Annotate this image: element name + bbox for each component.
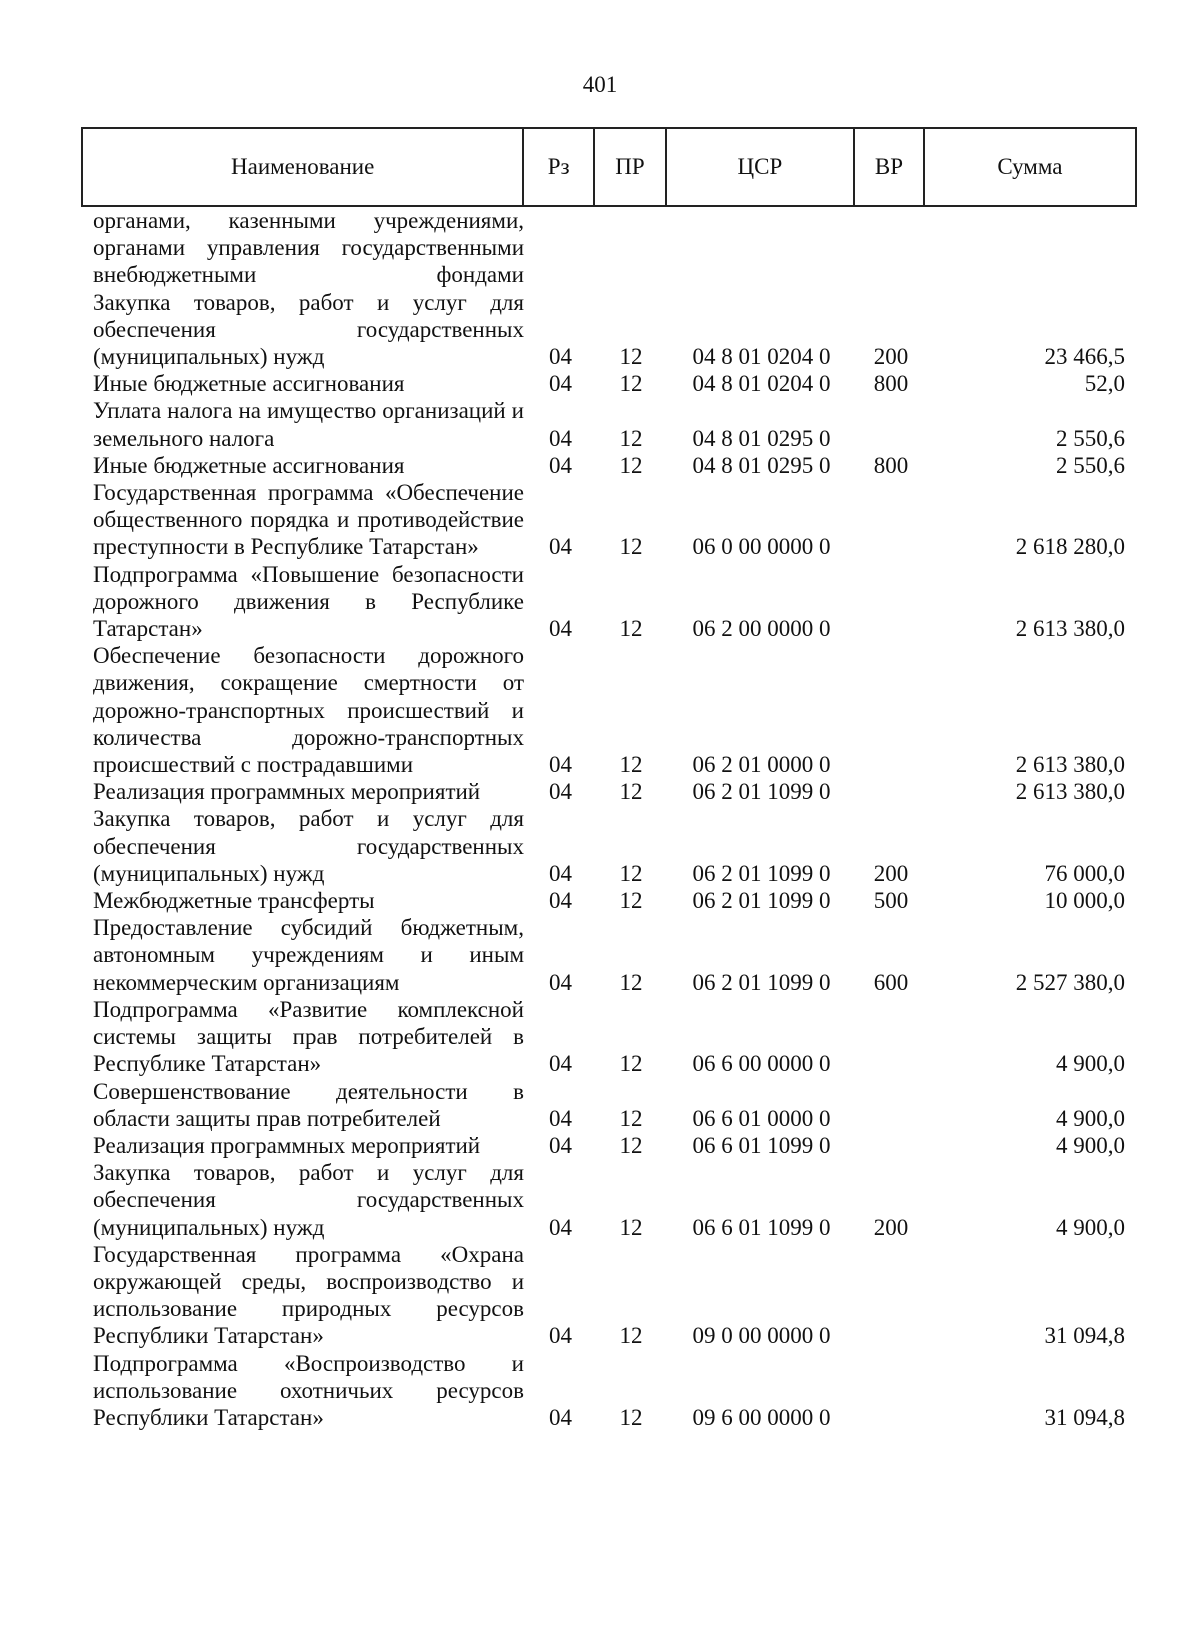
- row-name: Предоставление субсидий бюджетным, автономным учреждениям и иным некоммерческим организациям: [93, 915, 524, 995]
- row-csr: 04 8 01 0295 0: [692, 425, 831, 451]
- header-rz: Рз: [524, 129, 595, 205]
- table-row: [81, 370, 1137, 397]
- row-vr: 800: [873, 371, 909, 397]
- header-vr: ВР: [855, 129, 925, 205]
- row-rz: 04: [549, 1105, 572, 1131]
- row-pr: 12: [619, 752, 643, 778]
- row-pr: 12: [619, 1214, 643, 1240]
- row-rz: 04: [549, 1323, 572, 1349]
- row-rz: 04: [549, 616, 572, 642]
- row-sum: 4 900,0: [1056, 1051, 1125, 1077]
- row-pr: 12: [619, 344, 643, 370]
- row-sum: 4 900,0: [1056, 1105, 1125, 1131]
- row-pr: 12: [619, 1051, 643, 1077]
- row-csr: 04 8 01 0204 0: [692, 344, 831, 370]
- table-row: [81, 207, 1137, 289]
- table-row: [81, 479, 1137, 561]
- row-pr: 12: [619, 779, 643, 805]
- row-sum: 4 900,0: [1056, 1132, 1125, 1158]
- table-row: [81, 805, 1137, 887]
- row-sum: 2 550,6: [1056, 452, 1125, 478]
- row-csr: 06 2 01 1099 0: [692, 969, 831, 995]
- row-pr: 12: [619, 1105, 643, 1131]
- table-row: [81, 1159, 1137, 1241]
- row-name: Государственная программа «Обеспечение общественного порядка и противодействие преступности в Республике Татарстан»: [93, 480, 524, 560]
- row-rz: 04: [549, 860, 572, 886]
- row-name: Подпрограмма «Повышение безопасности дорожного движения в Республике Татарстан»: [93, 561, 524, 642]
- row-sum: 2 613 380,0: [1015, 752, 1125, 778]
- table-row: [81, 1078, 1137, 1132]
- row-name: Уплата налога на имущество организаций и земельного налога: [93, 398, 524, 451]
- row-sum: 31 094,8: [1044, 1323, 1125, 1349]
- header-pr: ПР: [595, 129, 667, 205]
- row-rz: 04: [549, 425, 572, 451]
- row-name: органами, казенными учреждениями, органами управления государственными внебюджетными фондами: [93, 208, 524, 288]
- row-pr: 12: [619, 860, 643, 886]
- row-csr: 06 6 01 1099 0: [692, 1132, 831, 1158]
- table-row: [81, 1241, 1137, 1350]
- row-csr: 06 0 00 0000 0: [692, 534, 831, 560]
- row-rz: 04: [549, 534, 572, 560]
- row-rz: 04: [549, 752, 572, 778]
- header-csr: ЦСР: [667, 129, 855, 205]
- row-sum: 76 000,0: [1044, 860, 1125, 886]
- row-rz: 04: [549, 1214, 572, 1240]
- row-name: Подпрограмма «Воспроизводство и использование охотничьих ресурсов Республики Татарстан»: [93, 1350, 524, 1430]
- table-row: [81, 914, 1137, 996]
- row-rz: 04: [549, 1404, 572, 1430]
- row-name: Иные бюджетные ассигнования: [93, 452, 405, 478]
- row-csr: 04 8 01 0295 0: [692, 452, 831, 478]
- row-name: Закупка товаров, работ и услуг для обеспечения государственных (муниципальных) нужд: [93, 289, 524, 370]
- table-row: [81, 642, 1137, 778]
- row-name: Совершенствование деятельности в области защиты прав потребителей: [93, 1078, 524, 1131]
- row-sum: 2 618 280,0: [1015, 534, 1125, 560]
- row-sum: 2 613 380,0: [1015, 616, 1125, 642]
- row-name: Государственная программа «Охрана окружающей среды, воспроизводство и использование природных ресурсов Республики Татарстан»: [93, 1241, 524, 1349]
- row-pr: 12: [619, 888, 643, 914]
- header-sum: Сумма: [997, 154, 1063, 179]
- row-sum: 31 094,8: [1044, 1404, 1125, 1430]
- row-pr: 12: [619, 1323, 643, 1349]
- row-csr: 06 6 01 1099 0: [692, 1214, 831, 1240]
- row-csr: 09 0 00 0000 0: [692, 1323, 831, 1349]
- row-sum: 2 550,6: [1056, 425, 1125, 451]
- row-pr: 12: [619, 452, 643, 478]
- table-row: [81, 1350, 1137, 1432]
- row-csr: 06 2 01 1099 0: [692, 779, 831, 805]
- row-vr: 800: [873, 452, 909, 478]
- row-csr: 06 2 01 1099 0: [692, 860, 831, 886]
- row-sum: 10 000,0: [1044, 888, 1125, 914]
- row-pr: 12: [619, 1404, 643, 1430]
- row-rz: 04: [549, 888, 572, 914]
- row-name: Реализация программных мероприятий: [93, 1132, 481, 1158]
- row-pr: 12: [619, 616, 643, 642]
- row-sum: 4 900,0: [1056, 1214, 1125, 1240]
- row-csr: 09 6 00 0000 0: [692, 1404, 831, 1430]
- row-rz: 04: [549, 344, 572, 370]
- table-row: [81, 1132, 1137, 1159]
- row-csr: 06 2 01 0000 0: [692, 752, 831, 778]
- row-vr: 200: [873, 344, 909, 370]
- row-csr: 04 8 01 0204 0: [692, 371, 831, 397]
- row-name: Закупка товаров, работ и услуг для обеспечения государственных (муниципальных) нужд: [93, 806, 524, 886]
- row-pr: 12: [619, 534, 643, 560]
- table-header: [81, 127, 1137, 207]
- row-csr: 06 2 00 0000 0: [692, 616, 831, 642]
- row-csr: 06 6 00 0000 0: [692, 1051, 831, 1077]
- header-name: Наименование: [83, 129, 524, 205]
- table-row: [81, 887, 1137, 914]
- row-sum: 2 613 380,0: [1015, 779, 1125, 805]
- row-vr: 200: [873, 860, 909, 886]
- row-rz: 04: [549, 371, 572, 397]
- row-sum: 52,0: [1084, 371, 1125, 397]
- row-name: Подпрограмма «Развитие комплексной системы защиты прав потребителей в Республике Татарстан»: [93, 996, 524, 1077]
- table-row: [81, 561, 1137, 643]
- row-pr: 12: [619, 371, 643, 397]
- row-name: Обеспечение безопасности дорожного движения, сокращение смертности от дорожно-транспортных происшествий и количества дорожно-транспортных происшествий с пострадавшими: [93, 643, 524, 778]
- row-sum: 2 527 380,0: [1015, 969, 1125, 995]
- row-name: Закупка товаров, работ и услуг для обеспечения государственных (муниципальных) нужд: [93, 1160, 524, 1240]
- row-vr: 600: [873, 969, 909, 995]
- row-csr: 06 2 01 1099 0: [692, 888, 831, 914]
- row-csr: 06 6 01 0000 0: [692, 1105, 831, 1131]
- table-row: [81, 397, 1137, 451]
- row-rz: 04: [549, 779, 572, 805]
- row-pr: 12: [619, 425, 643, 451]
- table-body: [81, 207, 1137, 1431]
- row-rz: 04: [549, 1051, 572, 1077]
- row-pr: 12: [619, 1132, 643, 1158]
- row-rz: 04: [549, 969, 572, 995]
- row-rz: 04: [549, 452, 572, 478]
- row-vr: 500: [873, 888, 909, 914]
- table-row: [81, 996, 1137, 1078]
- page-number: 401: [582, 72, 618, 97]
- row-sum: 23 466,5: [1044, 344, 1125, 370]
- row-name: Иные бюджетные ассигнования: [93, 371, 405, 397]
- table-row: [81, 289, 1137, 371]
- row-rz: 04: [549, 1132, 572, 1158]
- row-pr: 12: [619, 969, 643, 995]
- table-row: [81, 778, 1137, 805]
- row-name: Межбюджетные трансферты: [93, 888, 375, 914]
- row-name: Реализация программных мероприятий: [93, 779, 481, 805]
- table-row: [81, 452, 1137, 479]
- row-vr: 200: [873, 1214, 909, 1240]
